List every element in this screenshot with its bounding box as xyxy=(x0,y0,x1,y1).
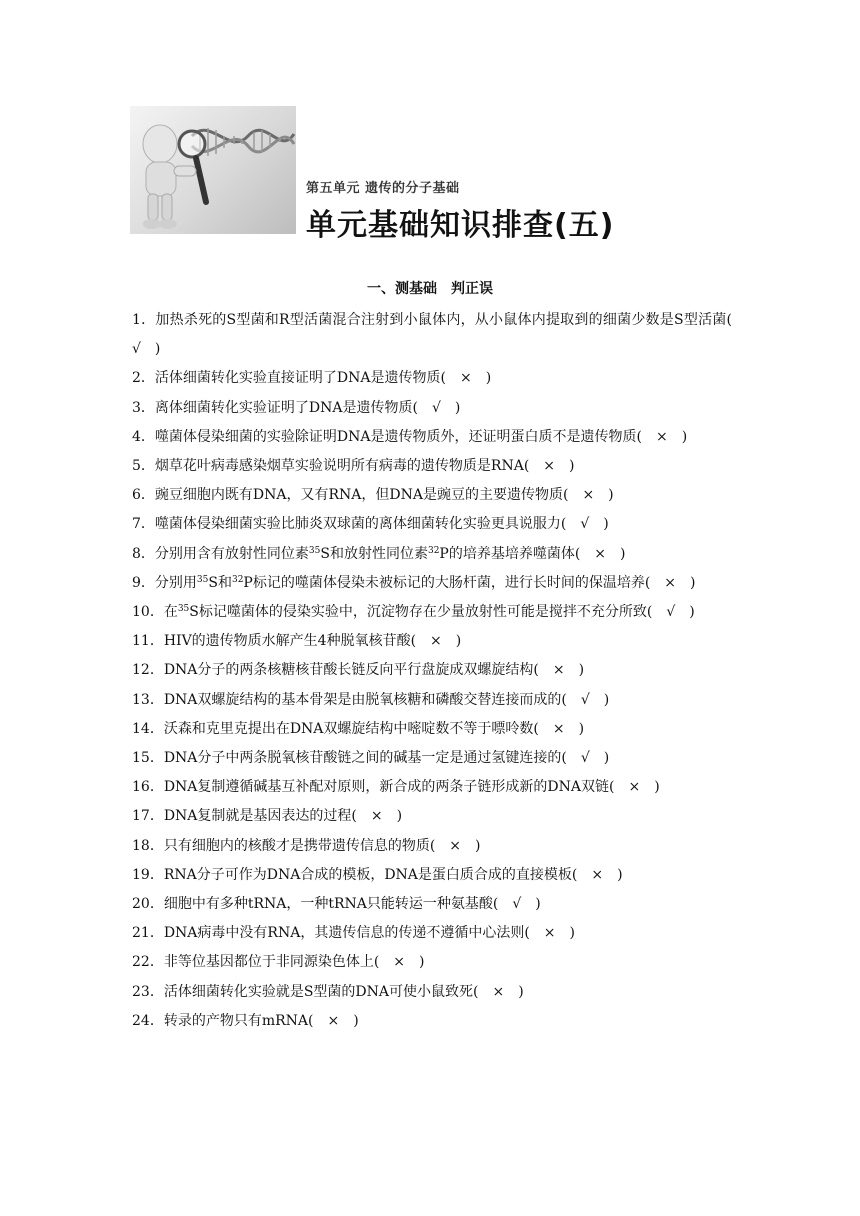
item-text: 噬菌体侵染细菌实验比肺炎双球菌的离体细菌转化实验更具说服力( √ ) xyxy=(154,516,609,533)
item-text: 活体细菌转化实验直接证明了DNA是遗传物质( × ) xyxy=(154,370,492,387)
item-text: DNA复制遵循碱基互补配对原则，新合成的两条子链形成新的DNA双链( × ) xyxy=(163,779,660,796)
item-text-part: P的培养基培养噬菌体( × ) xyxy=(439,545,626,562)
list-item xyxy=(132,832,732,861)
item-number: 2． xyxy=(132,370,155,387)
item-text: DNA双螺旋结构的基本骨架是由脱氧核糖和磷酸交替连接而成的( √ ) xyxy=(163,691,610,708)
isotope-superscript: 35 xyxy=(308,545,321,556)
list-item xyxy=(132,627,732,656)
list-item xyxy=(132,481,732,510)
item-text: 豌豆细胞内既有DNA，又有RNA，但DNA是豌豆的主要遗传物质( × ) xyxy=(154,487,614,504)
item-text-part: S和 xyxy=(208,574,232,591)
item-number: 10． xyxy=(132,604,164,621)
list-item xyxy=(132,1007,732,1036)
list-item xyxy=(132,744,732,773)
list-item xyxy=(132,656,732,685)
list-item xyxy=(132,802,732,831)
item-number: 21． xyxy=(132,925,164,942)
list-item xyxy=(132,510,732,539)
item-text: 细胞中有多种tRNA，一种tRNA只能转运一种氨基酸( √ ) xyxy=(163,896,541,913)
list-item xyxy=(132,978,732,1007)
item-text: DNA病毒中没有RNA，其遗传信息的传递不遵循中心法则( × ) xyxy=(163,925,575,942)
isotope-superscript: 35 xyxy=(177,604,190,615)
dna-figure-illustration xyxy=(130,106,296,234)
list-item xyxy=(132,364,732,393)
item-number: 16． xyxy=(132,779,164,796)
item-text-part: 分别用含有放射性同位素 xyxy=(154,545,309,562)
list-item xyxy=(132,394,732,423)
item-text: 加热杀死的S型菌和R型活菌混合注射到小鼠体内，从小鼠体内提取到的细菌少数是S型活菌( √ ) xyxy=(132,312,746,358)
statement-list xyxy=(132,306,746,1036)
list-item xyxy=(132,569,732,598)
list-item xyxy=(132,423,732,452)
item-text: DNA分子中两条脱氧核苷酸链之间的碱基一定是通过氢键连接的( √ ) xyxy=(163,750,610,767)
item-number: 17． xyxy=(132,808,164,825)
page-title: 单元基础知识排查(五) xyxy=(306,208,615,243)
item-text: 沃森和克里克提出在DNA双螺旋结构中嘧啶数不等于嘌呤数( × ) xyxy=(163,720,585,737)
item-text-part: S和放射性同位素 xyxy=(320,545,428,562)
list-item xyxy=(132,598,732,627)
item-text-part: 在 xyxy=(163,604,178,621)
item-text: HIV的遗传物质水解产生4种脱氧核苷酸( × ) xyxy=(163,633,462,650)
item-number: 11． xyxy=(132,633,164,650)
item-text: 转录的产物只有mRNA( × ) xyxy=(163,1012,359,1029)
list-item xyxy=(132,890,732,919)
item-text: 活体细菌转化实验就是S型菌的DNA可使小鼠致死( × ) xyxy=(163,983,524,1000)
item-number: 12． xyxy=(132,662,164,679)
item-text-part: S标记噬菌体的侵染实验中，沉淀物存在少量放射性可能是搅拌不充分所致( √ ) xyxy=(189,604,695,621)
item-text: DNA复制就是基因表达的过程( × ) xyxy=(163,808,403,825)
item-number: 19． xyxy=(132,866,164,883)
list-item xyxy=(132,773,732,802)
item-text: 只有细胞内的核酸才是携带遗传信息的物质( × ) xyxy=(163,837,481,854)
item-number: 22． xyxy=(132,954,164,971)
item-text-part: P标记的噬菌体侵染未被标记的大肠杆菌，进行长时间的保温培养( × ) xyxy=(243,574,696,591)
list-item xyxy=(132,686,732,715)
item-number: 23． xyxy=(132,983,164,1000)
isotope-superscript: 35 xyxy=(196,574,209,585)
item-text: 离体细菌转化实验证明了DNA是遗传物质( √ ) xyxy=(154,399,461,416)
item-number: 18． xyxy=(132,837,164,854)
section-heading: 一、测基础 判正误 xyxy=(367,281,493,297)
item-number: 7． xyxy=(132,516,155,533)
list-item xyxy=(132,948,732,977)
list-item xyxy=(132,540,732,569)
item-number: 9． xyxy=(132,574,155,591)
item-number: 20． xyxy=(132,896,164,913)
list-item xyxy=(132,306,746,364)
item-number: 5． xyxy=(132,458,155,475)
item-number: 14． xyxy=(132,720,164,737)
item-text: 烟草花叶病毒感染烟草实验说明所有病毒的遗传物质是RNA( × ) xyxy=(154,458,575,475)
item-number: 4． xyxy=(132,428,155,445)
isotope-superscript: 32 xyxy=(231,574,244,585)
item-number: 15． xyxy=(132,750,164,767)
unit-label: 第五单元 遗传的分子基础 xyxy=(306,181,460,196)
item-text: RNA分子可作为DNA合成的模板，DNA是蛋白质合成的直接模板( × ) xyxy=(163,866,623,883)
item-text-part: 分别用 xyxy=(154,574,197,591)
item-text: 非等位基因都位于非同源染色体上( × ) xyxy=(163,954,425,971)
item-number: 8． xyxy=(132,545,155,562)
item-number: 3． xyxy=(132,399,155,416)
item-text: DNA分子的两条核糖核苷酸长链反向平行盘旋成双螺旋结构( × ) xyxy=(163,662,585,679)
item-number: 6． xyxy=(132,487,155,504)
item-number: 13． xyxy=(132,691,164,708)
list-item xyxy=(132,861,732,890)
item-number: 1． xyxy=(132,312,156,328)
item-number: 24． xyxy=(132,1012,164,1029)
list-item xyxy=(132,452,732,481)
item-text: 噬菌体侵染细菌的实验除证明DNA是遗传物质外，还证明蛋白质不是遗传物质( × ) xyxy=(154,428,688,445)
list-item xyxy=(132,715,732,744)
list-item xyxy=(132,919,732,948)
header-banner-image xyxy=(130,106,296,234)
isotope-superscript: 32 xyxy=(427,545,440,556)
